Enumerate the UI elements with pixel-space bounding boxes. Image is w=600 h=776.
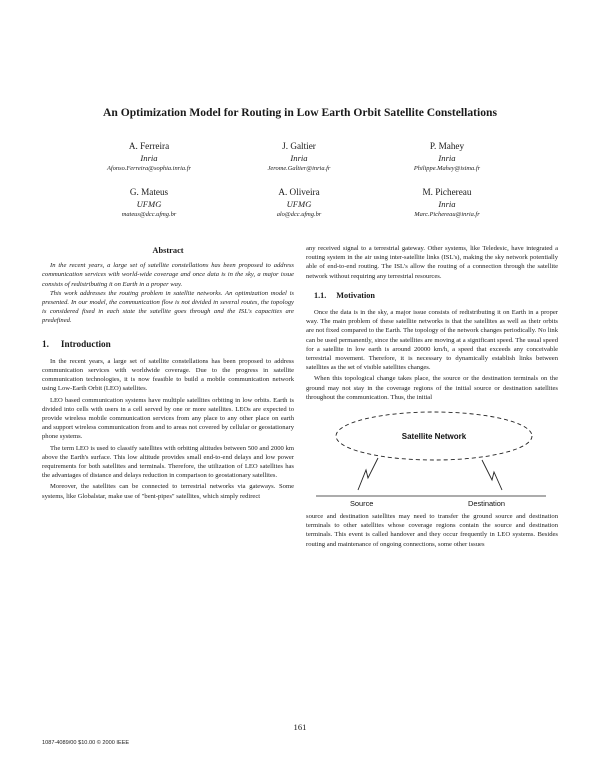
satellite-network-figure xyxy=(306,404,558,508)
abstract-heading: Abstract xyxy=(152,246,184,255)
body-paragraph: any received signal to a terrestrial gateway. Other systems, like Teledesic, have integrated a routing system in the air using inter-satellite links (ISL's), making the sky network potentially able of end-to-end routing. The ISL's allow the routing of a connection through the satellite network without requiring any terrestrial resources. xyxy=(306,245,558,280)
body-paragraph: Moreover, the satellites can be connected to terrestrial networks via gateways. Some systems, like Globalstar, make use of "bent-pipes" satellites, which simply redirect xyxy=(42,483,294,500)
author-name: G. Mateus xyxy=(129,187,169,197)
body-paragraph: Once the data is in the sky, a major issue consists of redistributing it on Earth in a proper way. The main problem of these satellite networks is that the satellites as well as their orbits are not fixed compared to the Earth. The topology of the network changes periodically. No link can be used permanently, since the satellites are moving at a significant speed. The usual speed for a satellite in low earth is around 20000 km/h, a speed that exceeds any conceivable terrestrial movement. Therefore, it is necessary to dynamically establish links between satellites as the set of visible satellites changes. xyxy=(306,309,558,372)
destination-downlink-icon xyxy=(482,460,502,490)
subsection-number: 1.1. xyxy=(314,290,327,300)
network-label: Satellite Network xyxy=(401,432,467,442)
subsection-title: Motivation xyxy=(336,290,375,300)
author-name: A. Ferreira xyxy=(128,141,170,151)
body-paragraph: When this topological change takes place, the source or the destination terminals on the ground may not stay in the coverage regions of the initial source or destination satellites throughout the communication. Thus, the initial xyxy=(306,375,558,401)
source-label: Source xyxy=(350,499,374,509)
body-paragraph: In the recent years, a large set of satellite constellations has been proposed to address communication services with worldwide coverage. Due to the progress in satellite communication technologies, it is now feasible to build a mobile communication network using Low-Earth Orbit (LEO) satellites. xyxy=(42,357,294,393)
destination-label: Destination xyxy=(468,499,505,509)
abstract-paragraph: This work addresses the routing problem in satellite networks. An optimization model is presented. In our model, the communication flow is not divided in several routes, the topology is considered fixed in each state the satellite goes through and the ISL's capacities are predefined. xyxy=(42,289,294,325)
author-affiliation: Inria xyxy=(438,153,456,163)
author-affiliation: Inria xyxy=(438,199,456,209)
author-email: Jerome.Galtier@inria.fr xyxy=(267,165,331,172)
author-email: Philippe.Mahey@isima.fr xyxy=(413,165,481,172)
author-mateus xyxy=(64,186,234,220)
figure-drawing xyxy=(306,404,558,508)
author-pichereau xyxy=(362,186,532,220)
author-oliveira xyxy=(214,186,384,220)
author-name: P. Mahey xyxy=(429,141,465,151)
source-uplink-icon xyxy=(358,458,378,490)
body-paragraph: The term LEO is used to classify satellites with orbiting altitudes between 500 and 2000 km above the Earth's surface. This low altitude provides small end-to-end delays and low power requirements for both satellites and terminals. Therefore, the utilization of LEO satellites has the advantages of distance and delays reduction in comparison to geostationary satellites. xyxy=(42,444,294,480)
author-ferreira xyxy=(64,140,234,174)
subsection-heading xyxy=(314,291,558,300)
author-affiliation: UFMG xyxy=(136,199,162,209)
page-number: 161 xyxy=(293,722,307,732)
copyright-footer: 1087-4089/00 $10.00 © 2000 IEEE xyxy=(42,740,130,746)
author-email: Marc.Pichereau@inria.fr xyxy=(414,211,480,218)
author-affiliation: Inria xyxy=(290,153,308,163)
section-title: Introduction xyxy=(60,338,111,349)
section-number: 1. xyxy=(42,338,49,349)
left-column xyxy=(42,240,294,503)
author-mahey xyxy=(362,140,532,174)
author-email: Afonso.Ferreira@sophia.inria.fr xyxy=(107,165,191,172)
author-galtier xyxy=(214,140,384,174)
author-email: alo@dcc.ufmg.br xyxy=(276,211,322,218)
paper-title: An Optimization Model for Routing in Low Earth Orbit Satellite Constellations xyxy=(103,106,497,119)
author-email: mateus@dcc.ufmg.br xyxy=(121,211,177,218)
right-column xyxy=(306,244,558,551)
author-name: M. Pichereau xyxy=(422,187,472,197)
author-affiliation: Inria xyxy=(140,153,158,163)
section-heading xyxy=(42,340,294,349)
author-name: J. Galtier xyxy=(282,141,316,151)
abstract-paragraph: In the recent years, a large set of satellite constellations has been proposed to address communication services with world-wide coverage and once data is in the sky, a major issue consists of redistributing it on Earth in a proper way. xyxy=(42,262,294,288)
author-affiliation: UFMG xyxy=(286,199,312,209)
body-paragraph: source and destination satellites may need to transfer the ground source and destination terminals to other satellites whose coverage regions contain the source and destination terminals. This event is called handover and they occur frequently in LEO systems. Besides routing and maintenance of ongoing connections, some other issues xyxy=(306,513,558,548)
author-name: A. Oliveira xyxy=(278,187,320,197)
body-paragraph: LEO based communication systems have multiple satellites orbiting in low orbits. Earth is divided into cells with users in a cell served by one or more satellites. LEOs are expected to provide wireless mobile communication services from any place to any other place on earth and support wireless communication from and to areas not covered by cellular or geostationary phone systems. xyxy=(42,396,294,441)
